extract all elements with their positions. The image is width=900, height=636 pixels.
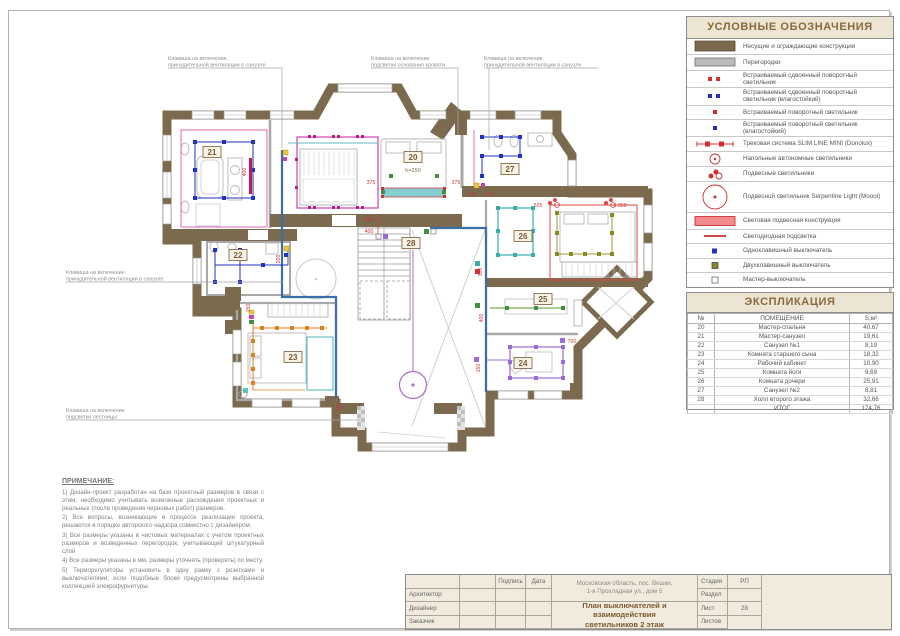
room-height-note: h=250 [405, 168, 421, 174]
legend-row: Мастер-выключатель [687, 273, 893, 287]
room-label-24 [514, 358, 532, 369]
svg-text:подсветки лестницы: подсветки лестницы [66, 414, 117, 421]
svg-text:Клавиша на включение: Клавиша на включение [66, 408, 125, 414]
col-header-area: S,м² [850, 314, 893, 324]
note-item: 5) Терморегуляторы установить в одну рамку с розетками и выключателями, если подобные блоки предусмотрены выбранной коллекцией элекрофурнитуры. [62, 567, 264, 590]
table-row: 23 Комната старшего сына 18,32 [688, 351, 893, 360]
dim-label: 200 [276, 254, 282, 264]
dim-label: 700 [567, 339, 577, 345]
tb-empty [460, 616, 496, 630]
tb-empty [496, 616, 526, 630]
dim-label: 1/2 [468, 192, 476, 198]
legend-row: Встраиваемый сдвоенный поворотный светильник (влагостойкий) [687, 88, 893, 105]
double-spot-blue-icon [687, 92, 743, 100]
notes-title: ПРИМЕЧАНИЕ: [62, 478, 115, 485]
dim-label: 525 [533, 203, 543, 209]
explication-panel [686, 292, 894, 410]
svg-text:принудительной вентиляции в са: принудительной вентиляции в санузле [484, 62, 582, 69]
table-row: 20 Мастер-спальня 40,67 [688, 324, 893, 333]
legend-row: Трековая система SLIM LINE MINI (Donolux) [687, 137, 893, 152]
track-system-icon [687, 139, 743, 149]
note-item: 4) Все размеры указаны в мм, размеры уточнять (проверять) по месту. [62, 557, 264, 565]
dim-label: 400 [364, 217, 374, 223]
doc-title-line1: План выключателей и взаимодействия [582, 602, 667, 620]
legend-row: Светодиодная подсветка [687, 230, 893, 245]
room-label-26 [514, 231, 532, 242]
pendant-cluster-icon [687, 167, 743, 181]
serpentine-pendant-icon [687, 182, 743, 212]
svg-text:Клавиша на включение: Клавиша на включение [371, 56, 430, 62]
double-spot-red-icon [687, 75, 743, 83]
table-row: 24 Рабочий кабинет 10,90 [688, 360, 893, 369]
legend-row: Двухклавишный выключатель [687, 259, 893, 274]
room-label-23 [284, 352, 302, 363]
svg-text:26: 26 [518, 232, 528, 241]
legend-row: Встраиваемый поворотный светильник (влагостойкий) [687, 120, 893, 137]
light-structure-icon [687, 215, 743, 227]
floor-lamp-icon [687, 152, 743, 166]
svg-text:Клавиша на включение: Клавиша на включение [168, 56, 227, 62]
note-item: 2) Все вопросы, возникающие в процессе реализации проекта, решаются в порядке авторского надзора совместно с дизайнером. [62, 514, 264, 530]
legend-row: Одноклавишный выключатель [687, 244, 893, 259]
room-label-27 [501, 164, 519, 175]
switch-single-icon [687, 247, 743, 255]
room-label-28 [402, 238, 420, 249]
svg-text:20: 20 [408, 153, 418, 162]
wall-partition-icon [687, 57, 743, 67]
spot-red-icon [687, 108, 743, 116]
tb-client-label: Заказчик [406, 616, 460, 630]
tb-section-label: Раздел [698, 589, 728, 603]
legend-panel [686, 16, 894, 288]
legend-row: Световая подвесная конструкция [687, 213, 893, 230]
led-strip-icon [687, 233, 743, 239]
notes-block [62, 478, 264, 593]
dim-label: 300 [478, 267, 484, 277]
svg-text:24: 24 [518, 359, 528, 368]
tb-address: Московская область, пос. Вешки, 1-я Прохладная ул., дом 5 [552, 575, 698, 602]
tb-empty [460, 575, 496, 589]
legend-row: Подвесные светильники [687, 167, 893, 182]
legend-row: Несущие и ограждающие конструкции [687, 39, 893, 55]
tb-empty [526, 589, 552, 603]
tb-empty [496, 589, 526, 603]
legend-row: Встраиваемый сдвоенный поворотный светильник [687, 71, 893, 88]
room-label-25 [534, 294, 552, 305]
dim-label: 375 [451, 180, 461, 186]
tb-architect-label: Архитектор [406, 589, 460, 603]
dim-label: 400 [364, 229, 374, 235]
svg-text:Клавиша на включение: Клавиша на включение [66, 270, 125, 276]
spot-blue-icon [687, 124, 743, 132]
svg-text:27: 27 [505, 165, 515, 174]
col-header-num: № [688, 314, 715, 324]
svg-text:22: 22 [233, 251, 243, 260]
table-row: 22 Санузел №1 8,19 [688, 342, 893, 351]
table-row: 26 Комната дочери 25,91 [688, 378, 893, 387]
svg-text:23: 23 [288, 353, 298, 362]
room-label-22 [229, 250, 247, 261]
svg-text:принудительной вентиляции в са: принудительной вентиляции в санузле [168, 62, 266, 69]
dim-label: 1/2 [486, 192, 494, 198]
tb-section-value [728, 589, 762, 603]
col-header-name: ПОМЕЩЕНИЕ [715, 314, 850, 324]
legend-row: Встраиваемый поворотный светильник [687, 106, 893, 121]
tb-designer-label: Дизайнер [406, 602, 460, 616]
master-switch-icon [687, 275, 743, 285]
tb-sheet-label: Лист [698, 602, 728, 616]
tb-stage-label: Стадия [698, 575, 728, 589]
table-row: 21 Мастер-санузел 19,61 [688, 333, 893, 342]
dim-label: 150 [246, 303, 252, 313]
tb-empty [526, 602, 552, 616]
tb-blank-area [762, 575, 891, 629]
legend-row: Напольные автономные светильники [687, 152, 893, 167]
tb-empty [460, 602, 496, 616]
svg-text:28: 28 [406, 239, 416, 248]
tb-doc-title [552, 602, 698, 629]
dim-label: 1.050 [613, 203, 627, 209]
explication-table [687, 313, 893, 414]
svg-text:принудительной вентиляции в са: принудительной вентиляции в санузле [66, 276, 164, 283]
svg-text:25: 25 [538, 295, 548, 304]
tb-sheets-label: Листов [698, 616, 728, 630]
table-row: 28 Холл второго этажа 32,66 [688, 396, 893, 405]
tb-empty [406, 575, 460, 589]
room-label-21 [203, 147, 221, 158]
doc-title-line2: светильников 2 этаж [585, 619, 664, 629]
tb-sign-header: Подпись [496, 575, 526, 589]
tb-empty [460, 589, 496, 603]
svg-text:21: 21 [207, 148, 217, 157]
tb-empty [526, 616, 552, 630]
svg-text:Клавиша на включение: Клавиша на включение [484, 56, 543, 62]
note-item: 3) Все размеры указаны в чистовых материалах с учетом проектных размеров и возведенных перегородок, учитывающий штукатурный слой [62, 531, 264, 555]
legend-row: Перегородки [687, 55, 893, 71]
switch-double-icon [687, 261, 743, 270]
room-label-20 [404, 152, 422, 175]
title-block [405, 574, 892, 630]
svg-text:подсветки основания кровати: подсветки основания кровати [371, 62, 445, 69]
dim-label: 300 [336, 402, 342, 412]
note-item: 1) Дизайн-проект разработан на базе проектный размеров в связи с этим, необходимо учитывать возможные расхождения проектных и реальных (после проведения черновых работ) размеров. [62, 489, 264, 512]
dim-label: 375 [366, 180, 376, 186]
dim-label: 150 [476, 363, 482, 373]
callout-stairs-light [66, 408, 360, 421]
dim-label: 400 [242, 167, 248, 177]
table-row: 25 Комната йоги 9,69 [688, 369, 893, 378]
table-total-row: ИТОГ 174,76 [688, 405, 893, 414]
legend-row: Подвесной светильник Serpentine Light (Moooi) [687, 182, 893, 213]
tb-empty [496, 602, 526, 616]
explication-title: ЭКСПЛИКАЦИЯ [687, 293, 893, 313]
tb-sheets-value [728, 616, 762, 630]
tb-date-header: Дата [526, 575, 552, 589]
explication-header-row [688, 314, 893, 324]
tb-sheet-value: 28 [728, 602, 762, 616]
table-row: 27 Санузел №2 8,81 [688, 387, 893, 396]
dim-label: 400 [479, 313, 485, 323]
wall-solid-icon [687, 40, 743, 52]
legend-title: УСЛОВНЫЕ ОБОЗНАЧЕНИЯ [687, 17, 893, 39]
tb-stage-value: РП [728, 575, 762, 589]
